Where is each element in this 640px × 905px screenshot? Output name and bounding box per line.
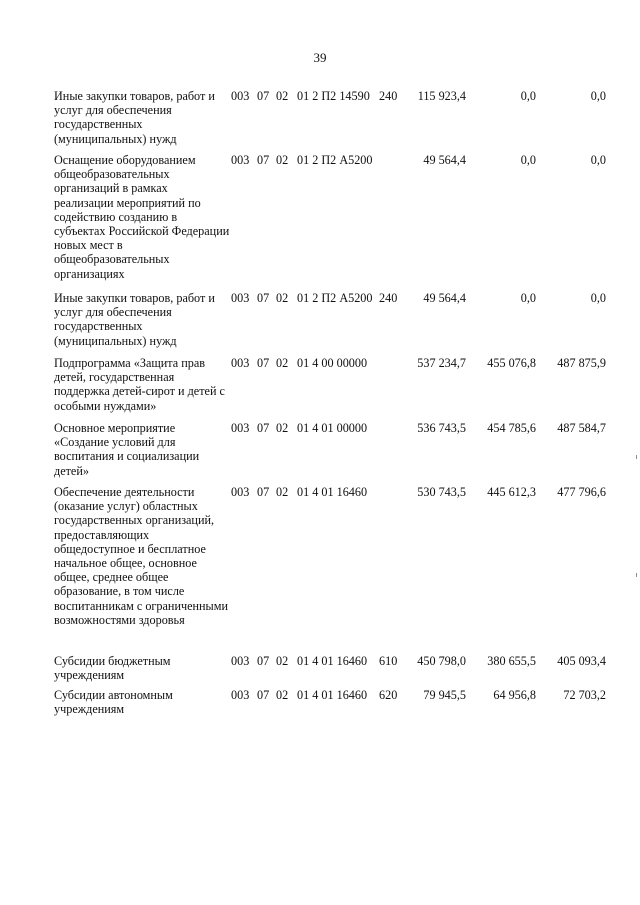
amount-year-2: 0,0 xyxy=(520,291,536,305)
row-name: Подпрограмма «Защита прав детей, государственная поддержка детей-сирот и детей с особыми нуждами» xyxy=(54,356,225,413)
admin-code: 003 xyxy=(231,421,250,435)
target-item-code: 01 4 00 00000 xyxy=(297,356,368,370)
amount-year-2: 380 655,5 xyxy=(487,654,536,668)
scan-edge-mark xyxy=(636,455,637,459)
amount-year-2: 0,0 xyxy=(520,153,536,167)
admin-code: 003 xyxy=(231,291,250,305)
target-item-code: 01 4 01 16460 xyxy=(297,688,368,702)
amount-year-3: 0,0 xyxy=(590,89,606,103)
scan-edge-mark xyxy=(636,573,637,577)
expense-type-code: 240 xyxy=(379,89,398,103)
row-name: Субсидии автономным учреждениям xyxy=(54,688,173,717)
target-item-code: 01 4 01 16460 xyxy=(297,654,368,668)
amount-year-1: 536 743,5 xyxy=(417,421,466,435)
amount-year-3: 487 584,7 xyxy=(557,421,606,435)
target-item-code: 01 2 П2 А5200 xyxy=(297,291,373,305)
section-code: 07 xyxy=(257,688,270,702)
section-code: 07 xyxy=(257,153,270,167)
amount-year-3: 487 875,9 xyxy=(557,356,606,370)
admin-code: 003 xyxy=(231,485,250,499)
section-code: 07 xyxy=(257,89,270,103)
expense-type-code: 240 xyxy=(379,291,398,305)
admin-code: 003 xyxy=(231,356,250,370)
amount-year-2: 454 785,6 xyxy=(487,421,536,435)
amount-year-1: 450 798,0 xyxy=(417,654,466,668)
amount-year-1: 115 923,4 xyxy=(417,89,466,103)
admin-code: 003 xyxy=(231,688,250,702)
target-item-code: 01 4 01 00000 xyxy=(297,421,368,435)
amount-year-2: 64 956,8 xyxy=(493,688,536,702)
expense-type-code: 620 xyxy=(379,688,398,702)
section-code: 07 xyxy=(257,654,270,668)
expense-type-code: 610 xyxy=(379,654,398,668)
amount-year-2: 0,0 xyxy=(520,89,536,103)
amount-year-3: 0,0 xyxy=(590,153,606,167)
section-code: 07 xyxy=(257,291,270,305)
amount-year-1: 49 564,4 xyxy=(423,153,466,167)
amount-year-1: 49 564,4 xyxy=(423,291,466,305)
admin-code: 003 xyxy=(231,654,250,668)
section-code: 07 xyxy=(257,356,270,370)
subsection-code: 02 xyxy=(276,688,289,702)
amount-year-3: 72 703,2 xyxy=(563,688,606,702)
subsection-code: 02 xyxy=(276,421,289,435)
subsection-code: 02 xyxy=(276,356,289,370)
amount-year-2: 455 076,8 xyxy=(487,356,536,370)
row-name: Субсидии бюджетным учреждениям xyxy=(54,654,171,683)
amount-year-1: 530 743,5 xyxy=(417,485,466,499)
amount-year-3: 477 796,6 xyxy=(557,485,606,499)
section-code: 07 xyxy=(257,485,270,499)
amount-year-1: 79 945,5 xyxy=(423,688,466,702)
subsection-code: 02 xyxy=(276,654,289,668)
page-number: 39 xyxy=(313,50,327,65)
admin-code: 003 xyxy=(231,153,250,167)
target-item-code: 01 4 01 16460 xyxy=(297,485,368,499)
subsection-code: 02 xyxy=(276,153,289,167)
target-item-code: 01 2 П2 А5200 xyxy=(297,153,373,167)
section-code: 07 xyxy=(257,421,270,435)
subsection-code: 02 xyxy=(276,89,289,103)
row-name: Обеспечение деятельности (оказание услуг) областных государственных организаций, предоставляющих общедоступное и бесплатное начальное общее, основное общее, среднее общее образование, в том числе воспитанникам с ограниченными возможностями здоровья xyxy=(54,485,228,627)
row-name: Иные закупки товаров, работ и услуг для обеспечения государственных (муниципальных) нужд xyxy=(54,291,215,348)
subsection-code: 02 xyxy=(276,485,289,499)
amount-year-2: 445 612,3 xyxy=(487,485,536,499)
admin-code: 003 xyxy=(231,89,250,103)
row-name: Основное мероприятие «Создание условий для воспитания и социализации детей» xyxy=(54,421,200,478)
row-name: Оснащение оборудованием общеобразовательных организаций в рамках реализации мероприятий по содействию созданию в субъектах Российской Федерации новых мест в общеобразовательных организациях xyxy=(54,153,230,281)
subsection-code: 02 xyxy=(276,291,289,305)
amount-year-3: 405 093,4 xyxy=(557,654,606,668)
amount-year-3: 0,0 xyxy=(590,291,606,305)
target-item-code: 01 2 П2 14590 xyxy=(297,89,370,103)
row-name: Иные закупки товаров, работ и услуг для обеспечения государственных (муниципальных) нужд xyxy=(54,89,215,146)
amount-year-1: 537 234,7 xyxy=(417,356,466,370)
